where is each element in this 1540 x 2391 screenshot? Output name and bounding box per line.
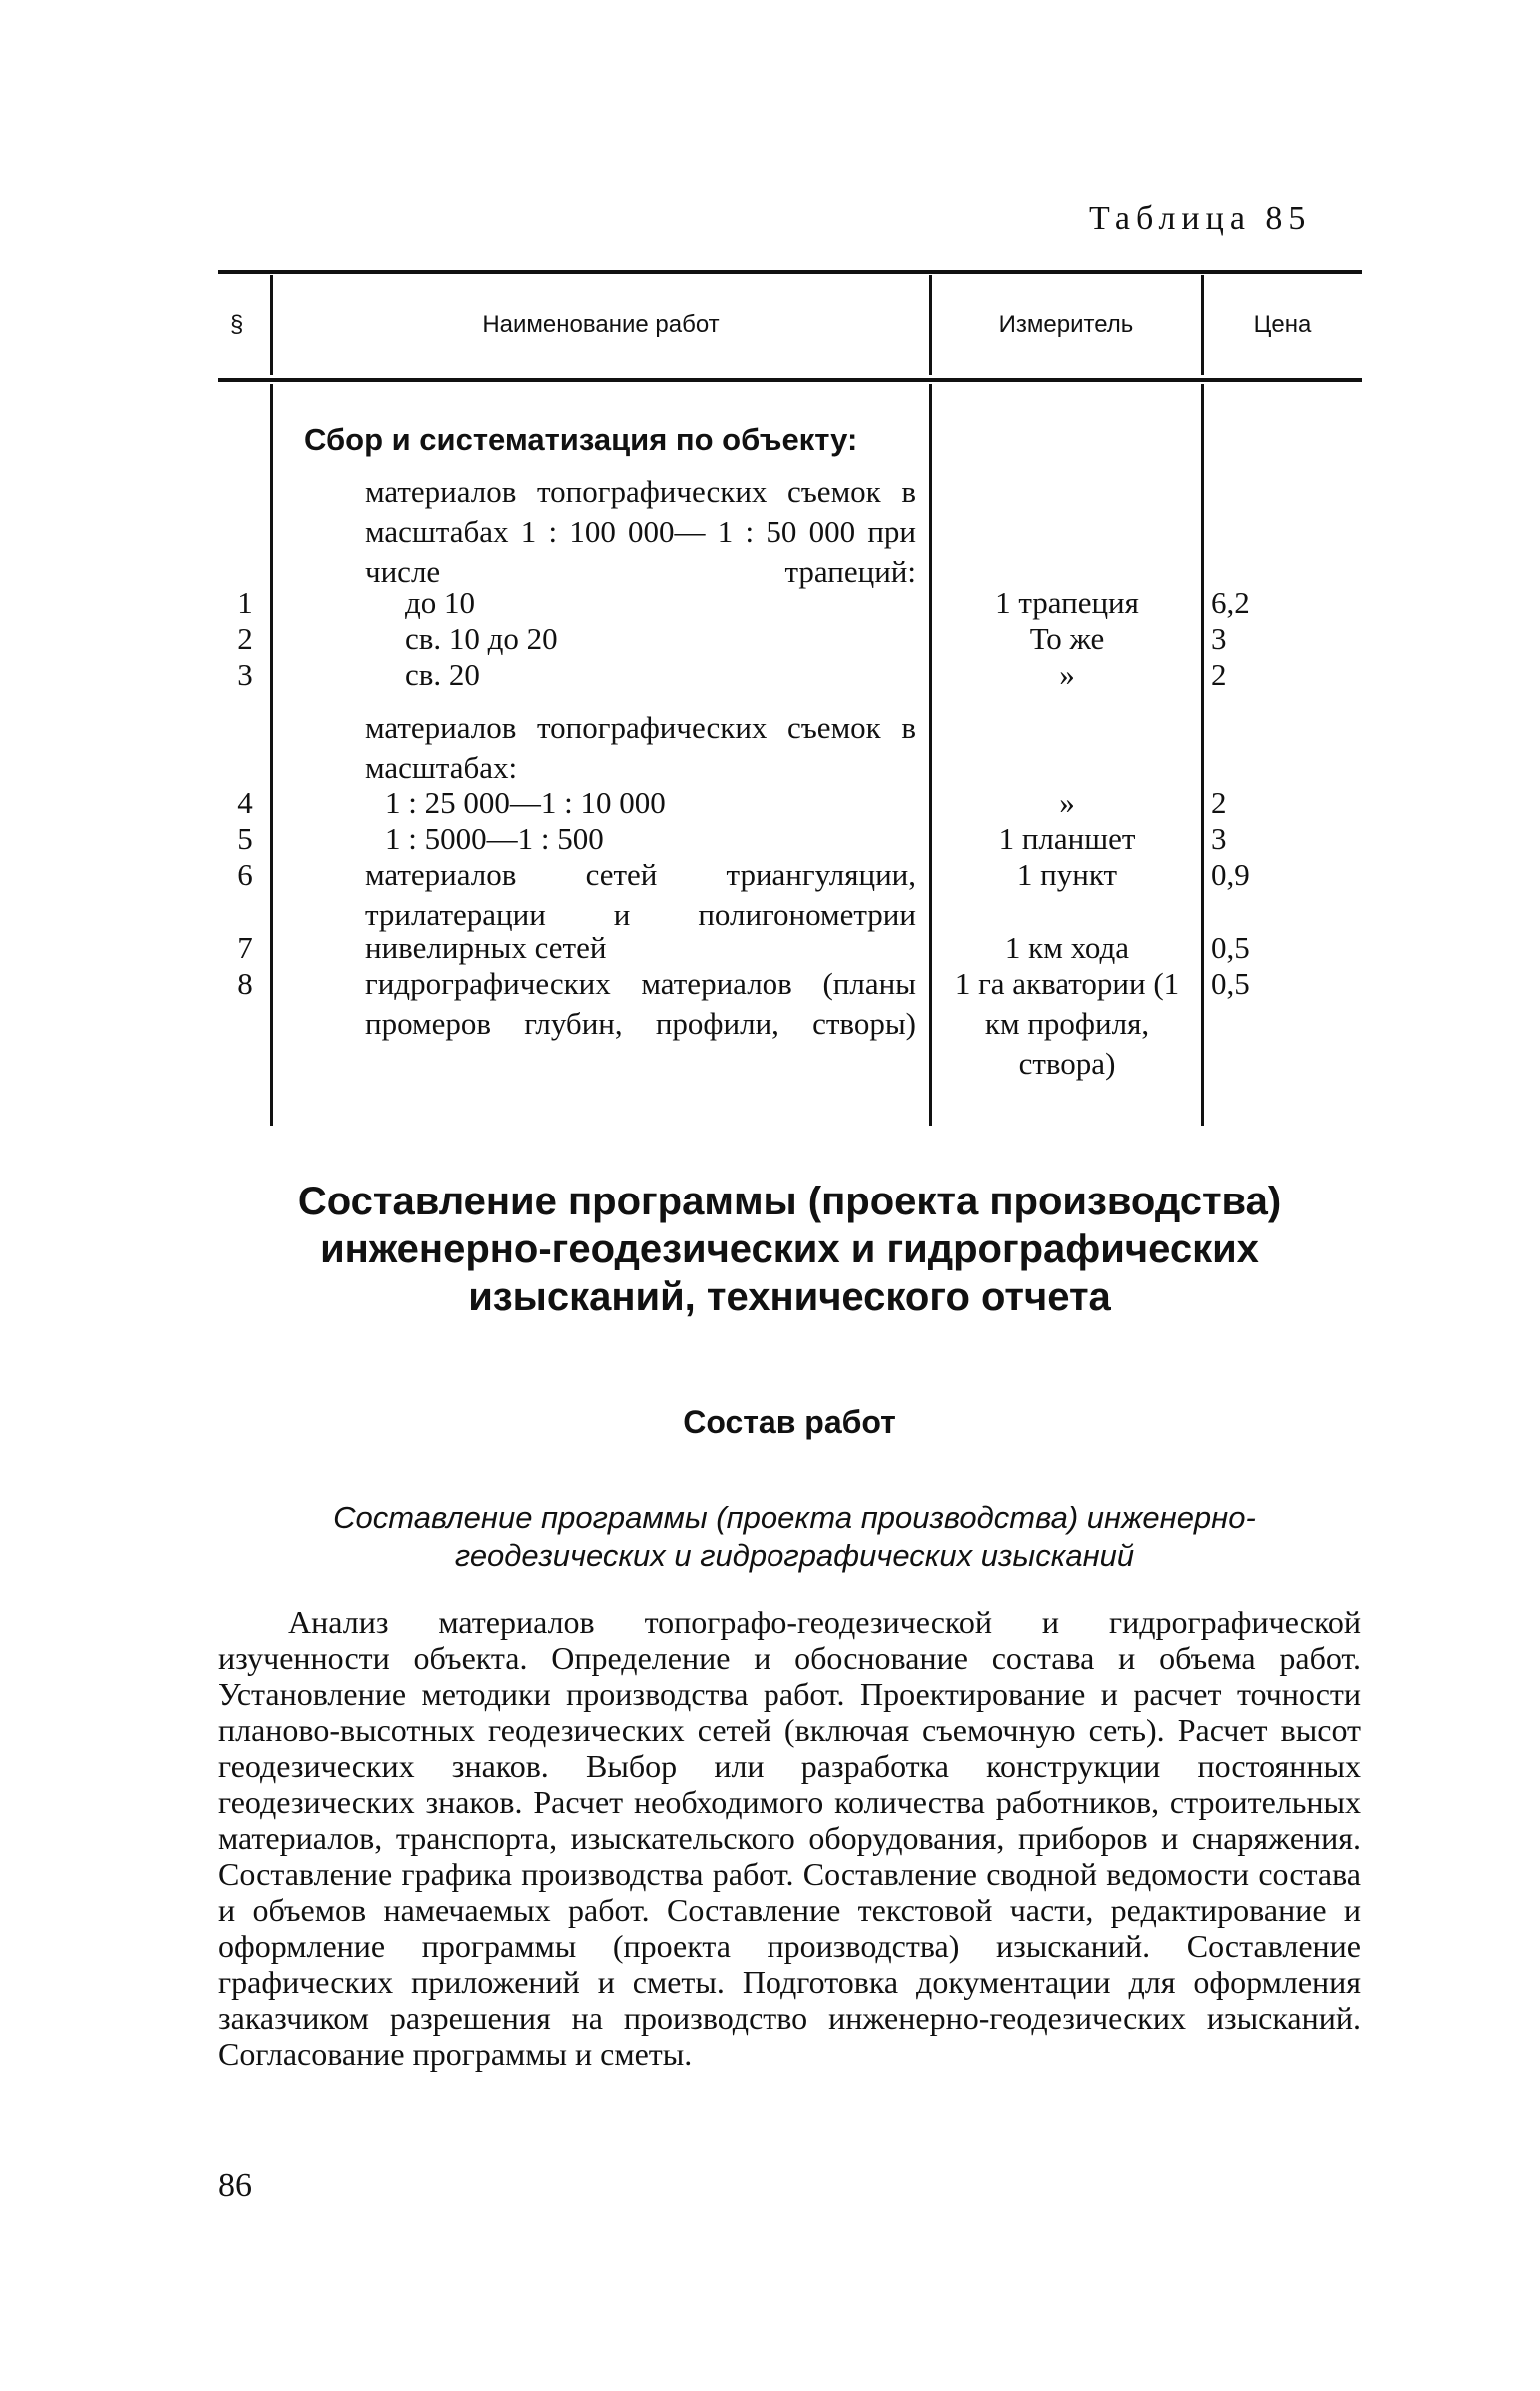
row-price: 2 — [1211, 785, 1227, 820]
row-text: материалов сетей триангуляции, трилатерации и полигонометрии — [365, 857, 916, 932]
row-price: 0,9 — [1211, 857, 1250, 892]
row-price: 6,2 — [1211, 585, 1250, 620]
row-text: нивелирных сетей — [365, 930, 607, 965]
row-text: до 10 — [405, 585, 476, 620]
row-number: 2 — [237, 621, 253, 656]
body-paragraph: Анализ материалов топографо-геодезической и гидрографической изученности объекта. Определение и обоснование состава и объема работ. Установление методики производства работ. Проектирование и расчет точности планово-высотных геодезических сетей (включая съемочную сеть). Расчет высот геодезических знаков. Выбор или разработка конструкции постоянных геодезических знаков. Расчет необходимого количества работников, строительных материалов, транспорта, изыскательского оборудования, приборов и снаряжения. Составление графика производства работ. Составление сводной ведомости состава и объемов намечаемых работ. Составление текстовой части, редактирование и оформление программы (проекта производства) изысканий. Составление графических приложений и сметы. Подготовка документации для оформления заказчиком разрешения на производство инженерно-геодезических изысканий. Согласование программы и сметы. — [218, 1604, 1361, 2072]
row-number: 5 — [237, 821, 253, 856]
work-composition-heading: Состав работ — [683, 1404, 896, 1440]
row-number: 8 — [237, 966, 253, 1001]
row-unit: 1 трапеция — [995, 585, 1139, 620]
row-number: 7 — [237, 930, 253, 965]
table-intro-text: материалов топографических съемок в масштабах 1 : 100 000— 1 : 50 000 при числе трапеций: — [365, 474, 916, 589]
row-unit: 1 га акватории (1 км профиля, створа) — [954, 966, 1180, 1081]
column-divider — [929, 384, 932, 1126]
row-unit: 1 км хода — [1004, 930, 1130, 965]
row-price: 3 — [1211, 621, 1227, 656]
column-divider — [1201, 384, 1204, 1126]
header-price: Цена — [1253, 311, 1312, 338]
table-header-rule — [218, 378, 1362, 382]
column-divider — [270, 384, 273, 1126]
header-unit: Измеритель — [998, 311, 1134, 338]
row-unit: » — [1059, 657, 1075, 692]
row-price: 0,5 — [1211, 930, 1250, 965]
table-top-rule — [218, 270, 1362, 274]
row-unit: То же — [1029, 621, 1105, 656]
header-work-name: Наименование работ — [482, 311, 720, 338]
row-number: 4 — [237, 785, 253, 820]
row-text: 1 : 5000—1 : 500 — [385, 821, 604, 856]
row-number: 6 — [237, 857, 253, 892]
row-text: гидрографических материалов (планы промеров глубин, профили, створы) — [365, 966, 916, 1041]
row-price: 2 — [1211, 657, 1227, 692]
header-section: § — [230, 311, 244, 338]
row-price: 3 — [1211, 821, 1227, 856]
row-text: 1 : 25 000—1 : 10 000 — [385, 785, 666, 820]
group-title: Сбор и систематизация по объекту: — [304, 422, 858, 457]
section-heading: Составление программы (проекта производства) инженерно-геодезических и гидрографических изысканий, технического отчета — [297, 1180, 1282, 1319]
italic-subtitle: Составление программы (проекта производства) инженерно-геодезических и гидрографических изысканий — [333, 1500, 1256, 1573]
row-number: 1 — [237, 585, 253, 620]
row-unit: 1 планшет — [998, 821, 1136, 856]
row-text: св. 20 — [405, 657, 480, 692]
table-intro-text: материалов топографических съемок в масштабах: — [365, 710, 916, 785]
page-number: 86 — [218, 2167, 252, 2204]
row-text: св. 10 до 20 — [405, 621, 558, 656]
row-number: 3 — [237, 657, 253, 692]
row-unit: » — [1059, 785, 1075, 820]
row-unit: 1 пункт — [1016, 857, 1118, 892]
row-price: 0,5 — [1211, 966, 1250, 1001]
table-caption: Таблица 85 — [1089, 200, 1312, 237]
